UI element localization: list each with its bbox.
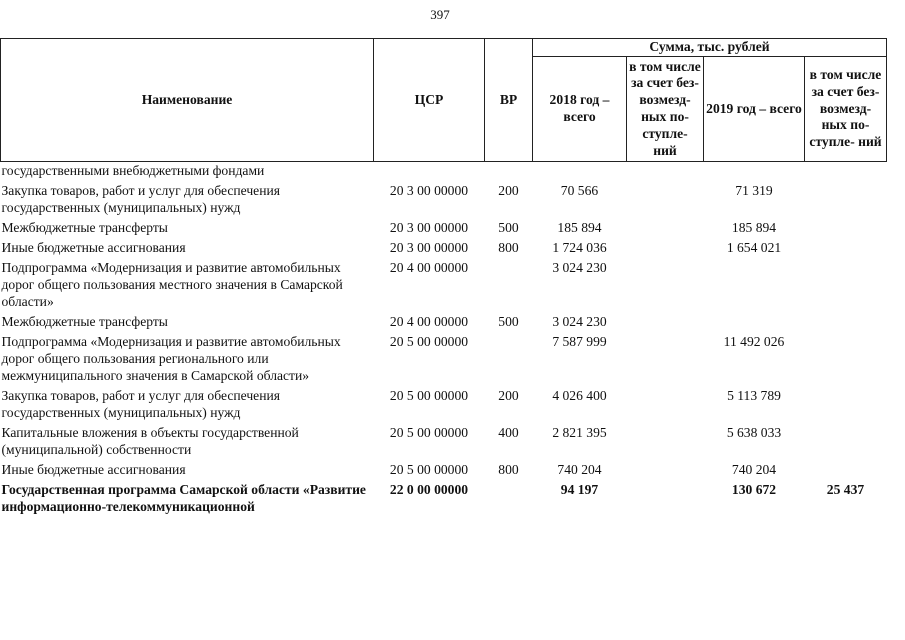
cell-2018-total: 3 024 230 bbox=[552, 260, 607, 275]
table-row bbox=[1, 386, 887, 423]
cell-2018-total bbox=[533, 162, 627, 182]
cell-vr: 800 bbox=[498, 462, 519, 477]
table-row bbox=[1, 218, 887, 238]
cell-csr: 20 3 00 00000 bbox=[389, 240, 469, 255]
cell-2018-free bbox=[627, 258, 704, 312]
cell-name: Межбюджетные трансферты bbox=[1, 314, 168, 329]
cell-2018-total: 4 026 400 bbox=[552, 388, 607, 403]
cell-2019-total bbox=[704, 258, 805, 312]
cell-2018-total: 94 197 bbox=[560, 482, 599, 497]
cell-2019-total: 5 113 789 bbox=[727, 388, 781, 403]
cell-2018-total: 3 024 230 bbox=[552, 314, 607, 329]
cell-2018-total: 185 894 bbox=[557, 220, 602, 235]
cell-name: Капитальные вложения в объекты государственной (муниципальной) собственности bbox=[1, 425, 299, 457]
cell-vr bbox=[485, 258, 533, 312]
cell-2019-total: 130 672 bbox=[731, 482, 777, 497]
table-row bbox=[1, 312, 887, 332]
table-row-program-total bbox=[1, 480, 887, 517]
cell-2019-total bbox=[704, 312, 805, 332]
cell-2019-total: 1 654 021 bbox=[726, 240, 782, 255]
cell-2019-total: 11 492 026 bbox=[723, 334, 785, 349]
cell-2019-total: 740 204 bbox=[731, 462, 777, 477]
cell-vr bbox=[485, 480, 533, 517]
cell-2019-total: 185 894 bbox=[731, 220, 777, 235]
cell-2018-free bbox=[627, 423, 704, 460]
cell-2019-total: 71 319 bbox=[735, 183, 773, 198]
cell-2018-total: 7 587 999 bbox=[552, 334, 607, 349]
cell-csr: 20 5 00 00000 bbox=[389, 388, 469, 403]
cell-vr: 800 bbox=[498, 240, 519, 255]
cell-2018-free bbox=[627, 386, 704, 423]
header-2018-total: 2018 год – всего bbox=[533, 57, 627, 162]
cell-2019-free bbox=[805, 460, 887, 480]
header-2019-free: в том числе за счет без- возмезд- ных по- ступле- ний bbox=[805, 57, 887, 162]
cell-vr: 500 bbox=[498, 314, 519, 329]
cell-2019-total bbox=[704, 162, 805, 182]
page-number: 397 bbox=[430, 7, 450, 22]
table-row bbox=[1, 162, 887, 182]
cell-2019-free: 25 437 bbox=[826, 482, 865, 497]
cell-csr bbox=[374, 162, 485, 182]
cell-2019-free bbox=[805, 423, 887, 460]
table-row bbox=[1, 423, 887, 460]
cell-2018-free bbox=[627, 218, 704, 238]
cell-csr: 20 4 00 00000 bbox=[389, 314, 469, 329]
cell-2018-total: 740 204 bbox=[557, 462, 602, 477]
cell-2019-free bbox=[805, 386, 887, 423]
header-vr: ВР bbox=[485, 39, 533, 162]
cell-csr: 20 5 00 00000 bbox=[389, 425, 469, 440]
cell-2018-free bbox=[627, 332, 704, 386]
cell-name: Подпрограмма «Модернизация и развитие автомобильных дорог общего пользования регионального или межмуниципального значения в Самарской области» bbox=[1, 334, 341, 383]
cell-2018-free bbox=[627, 480, 704, 517]
table-row bbox=[1, 258, 887, 312]
cell-2018-total: 2 821 395 bbox=[552, 425, 607, 440]
cell-name: Межбюджетные трансферты bbox=[1, 220, 168, 235]
cell-2019-total: 5 638 033 bbox=[726, 425, 782, 440]
cell-vr: 500 bbox=[498, 220, 519, 235]
cell-2019-free bbox=[805, 181, 887, 218]
cell-csr: 20 3 00 00000 bbox=[389, 220, 469, 235]
budget-table bbox=[0, 38, 887, 517]
cell-2019-free bbox=[805, 312, 887, 332]
header-2019-total: 2019 год – всего bbox=[704, 57, 805, 162]
cell-name: государственными внебюджетными фондами bbox=[1, 163, 265, 178]
cell-2018-free bbox=[627, 312, 704, 332]
table-row bbox=[1, 332, 887, 386]
cell-name: Закупка товаров, работ и услуг для обеспечения государственных (муниципальных) нужд bbox=[1, 388, 280, 420]
cell-csr: 20 5 00 00000 bbox=[389, 462, 469, 477]
cell-csr: 22 0 00 00000 bbox=[389, 482, 469, 497]
header-2018-free: в том числе за счет без- возмезд- ных по- ступле- ний bbox=[627, 57, 704, 162]
header-csr: ЦСР bbox=[374, 39, 485, 162]
cell-vr: 200 bbox=[498, 388, 519, 403]
cell-2019-free bbox=[805, 238, 887, 258]
cell-csr: 20 4 00 00000 bbox=[389, 260, 469, 275]
cell-2018-total: 1 724 036 bbox=[552, 240, 607, 255]
table-body bbox=[1, 162, 887, 518]
cell-name: Закупка товаров, работ и услуг для обеспечения государственных (муниципальных) нужд bbox=[1, 183, 280, 215]
cell-vr: 400 bbox=[498, 425, 519, 440]
cell-csr: 20 5 00 00000 bbox=[389, 334, 469, 349]
table-row bbox=[1, 460, 887, 480]
header-name: Наименование bbox=[1, 39, 374, 162]
cell-2019-free bbox=[805, 258, 887, 312]
cell-2018-free bbox=[627, 238, 704, 258]
cell-vr bbox=[485, 162, 533, 182]
cell-name: Государственная программа Самарской области «Развитие информационно-телекоммуникационной bbox=[1, 482, 366, 514]
cell-2018-total: 70 566 bbox=[560, 183, 599, 198]
cell-name: Иные бюджетные ассигнования bbox=[1, 240, 186, 255]
table-row bbox=[1, 238, 887, 258]
cell-2019-free bbox=[805, 332, 887, 386]
cell-2019-free bbox=[805, 162, 887, 182]
cell-vr: 200 bbox=[498, 183, 519, 198]
cell-2019-free bbox=[805, 218, 887, 238]
cell-2018-free bbox=[627, 181, 704, 218]
table-header bbox=[1, 39, 887, 162]
cell-name: Иные бюджетные ассигнования bbox=[1, 462, 186, 477]
header-sum-group: Сумма, тыс. рублей bbox=[533, 39, 887, 57]
cell-2018-free bbox=[627, 460, 704, 480]
cell-2018-free bbox=[627, 162, 704, 182]
cell-vr bbox=[485, 332, 533, 386]
cell-name: Подпрограмма «Модернизация и развитие автомобильных дорог общего пользования местного значения в Самарской области» bbox=[1, 260, 343, 309]
table-row bbox=[1, 181, 887, 218]
cell-csr: 20 3 00 00000 bbox=[389, 183, 469, 198]
